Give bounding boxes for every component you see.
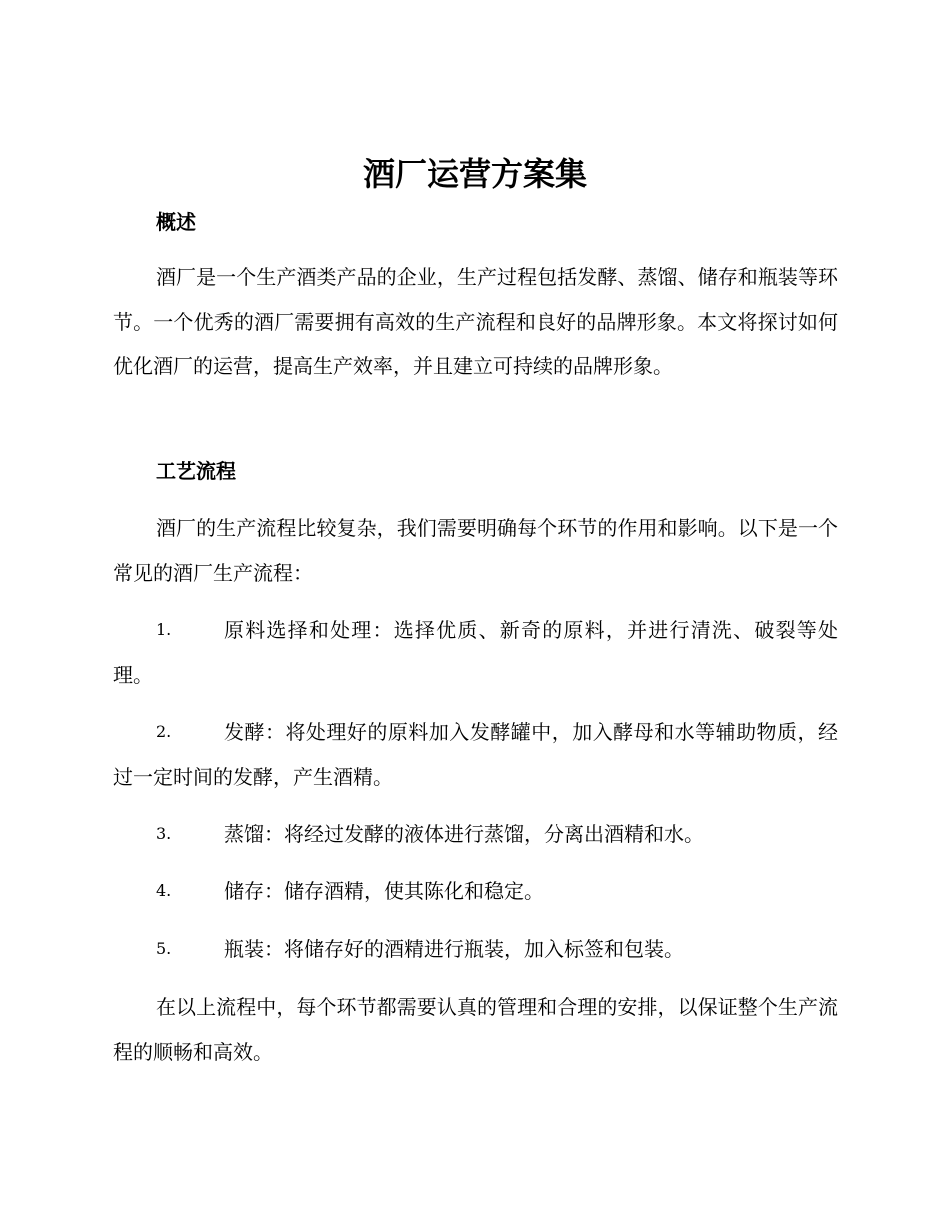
list-item-text: 原料选择和处理：选择优质、新奇的原料，并进行清洗、破裂等处理。: [113, 618, 838, 687]
list-item-text: 蒸馏：将经过发酵的液体进行蒸馏，分离出酒精和水。: [224, 822, 704, 846]
list-item-text: 瓶装：将储存好的酒精进行瓶装，加入标签和包装。: [224, 937, 684, 961]
list-item: [113, 812, 838, 857]
list-item-text: 储存：储存酒精，使其陈化和稳定。: [224, 879, 544, 903]
section-heading-overview: 概述: [156, 210, 196, 234]
overview-paragraph: 酒厂是一个生产酒类产品的企业，生产过程包括发酵、蒸馏、储存和瓶装等环节。一个优秀的酒厂需要拥有高效的生产流程和良好的品牌形象。本文将探讨如何优化酒厂的运营，提高生产效率，并且建立可持续的品牌形象。: [113, 265, 838, 379]
list-item-number: 5.: [156, 939, 172, 958]
list-item-text: 发酵：将处理好的原料加入发酵罐中，加入酵母和水等辅助物质，经过一定时间的发酵，产生酒精。: [113, 720, 838, 789]
list-item-number: 3.: [156, 824, 172, 843]
list-item-number: 1.: [156, 620, 172, 639]
list-item: [113, 927, 838, 972]
list-item: [113, 869, 838, 914]
list-item: [113, 710, 838, 799]
document-title: 酒厂运营方案集: [362, 155, 587, 193]
list-item-number: 4.: [156, 881, 172, 900]
process-intro-paragraph: 酒厂的生产流程比较复杂，我们需要明确每个环节的作用和影响。以下是一个常见的酒厂生产流程：: [113, 516, 838, 585]
list-item: [113, 608, 838, 697]
section-heading-process: 工艺流程: [156, 459, 236, 483]
process-conclusion-paragraph: 在以上流程中，每个环节都需要认真的管理和合理的安排，以保证整个生产流程的顺畅和高效。: [113, 995, 838, 1064]
list-item-number: 2.: [156, 722, 172, 741]
